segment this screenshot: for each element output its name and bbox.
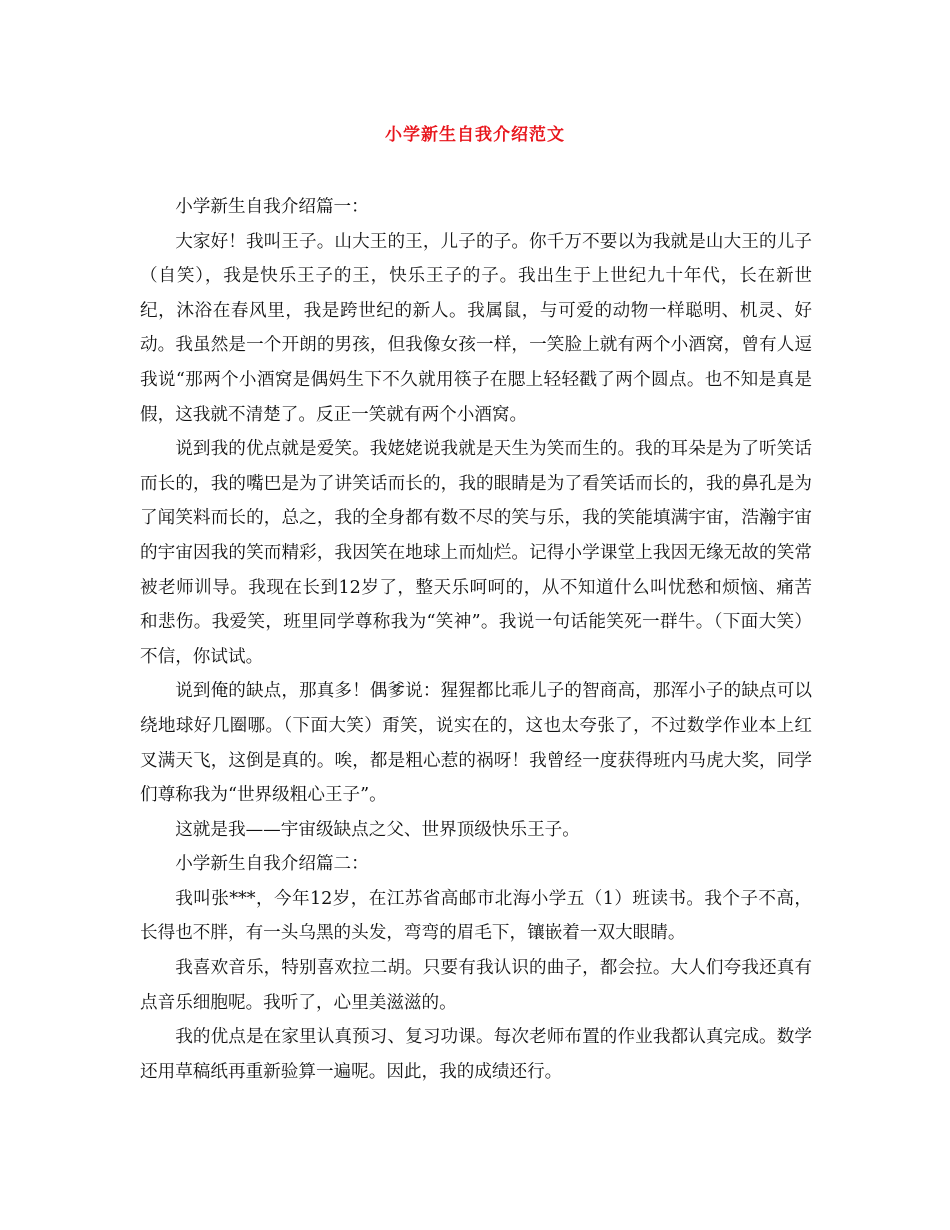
- paragraph: 我喜欢音乐，特别喜欢拉二胡。只要有我认识的曲子，都会拉。大人们夸我还真有点音乐细胞呢。我听了，心里美滋滋的。: [140, 958, 812, 1013]
- document-body: [140, 190, 812, 1089]
- paragraph-heading-2: 小学新生自我介绍篇二：: [175, 854, 369, 875]
- paragraph: 我叫张***，今年12岁，在江苏省高邮市北海小学五（1）班读书。我个子不高，长得也不胖，有一头乌黑的头发，弯弯的眉毛下，镶嵌着一双大眼睛。: [140, 888, 812, 944]
- document-title: 小学新生自我介绍范文: [385, 125, 565, 145]
- paragraph: 大家好！我叫王子。山大王的王，儿子的子。你千万不要以为我就是山大王的儿子（自笑），我是快乐王子的王，快乐王子的子。我出生于上世纪九十年代，长在新世纪，沐浴在春风里，我是跨世纪的新人。我属鼠，与可爱的动物一样聪明、机灵、好动。我虽然是一个开朗的男孩，但我像女孩一样，一笑脸上就有两个小酒窝，曾有人逗我说“那两个小酒窝是偶妈生下不久就用筷子在腮上轻轻戳了两个圆点。也不知是真是假，这我就不清楚了。反正一笑就有两个小酒窝。: [140, 231, 812, 425]
- paragraph-heading-1: 小学新生自我介绍篇一：: [175, 197, 369, 217]
- paragraph: 说到俺的缺点，那真多！偶爹说：猩猩都比乖儿子的智商高，那浑小子的缺点可以绕地球好几圈哪。（下面大笑）甭笑，说实在的，这也太夸张了，不过数学作业本上红叉满天飞，这倒是真的。唉，都是粗心惹的祸呀！我曾经一度获得班内马虎大奖，同学们尊称我为“世界级粗心王子”。: [140, 681, 812, 806]
- paragraph: 这就是我——宇宙级缺点之父、世界顶级快乐王子。: [175, 819, 580, 840]
- paragraph: 我的优点是在家里认真预习、复习功课。每次老师布置的作业我都认真完成。数学还用草稿纸再重新验算一遍呢。因此，我的成绩还行。: [140, 1027, 812, 1082]
- paragraph: 说到我的优点就是爱笑。我姥姥说我就是天生为笑而生的。我的耳朵是为了听笑话而长的，我的嘴巴是为了讲笑话而长的，我的眼睛是为了看笑话而长的，我的鼻孔是为了闻笑料而长的，总之，我的全身都有数不尽的笑与乐，我的笑能填满宇宙，浩瀚宇宙的宇宙因我的笑而精彩，我因笑在地球上而灿烂。记得小学课堂上我因无缘无故的笑常被老师训导。我现在长到12岁了，整天乐呵呵的，从不知道什么叫忧愁和烦恼、痛苦和悲伤。我爱笑，班里同学尊称我为“笑神”。我说一句话能笑死一群牛。（下面大笑）不信，你试试。: [140, 439, 812, 667]
